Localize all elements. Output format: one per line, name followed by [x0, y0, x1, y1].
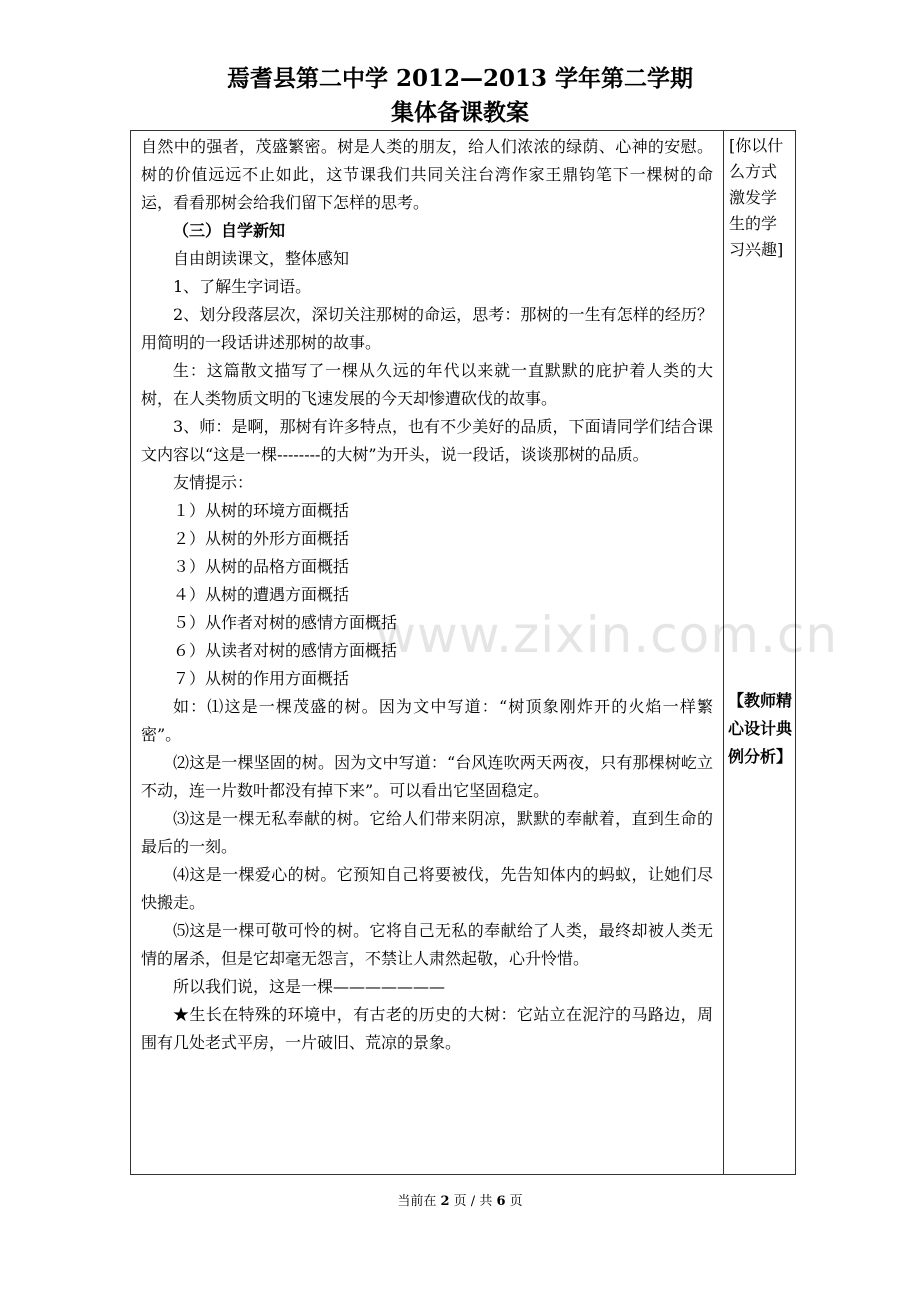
example-item: 如：⑴这是一棵茂盛的树。因为文中写道：“树顶象刚炸开的火焰一样繁密”。 [141, 697, 713, 744]
tip-item: １）从树的环境方面概括 [173, 501, 350, 520]
column-divider [723, 131, 724, 1174]
page-footer [0, 1190, 920, 1209]
tip-item: ７）从树的作用方面概括 [173, 669, 350, 688]
tip-item: ２）从树的外形方面概括 [173, 529, 350, 548]
tip-item: ４）从树的遭遇方面概括 [173, 585, 350, 604]
step-1: 1、了解生字词语。 [173, 277, 312, 296]
tips-title: 友情提示： [173, 473, 254, 492]
star-paragraph: ★生长在特殊的环境中，有古老的历史的大树：它站立在泥泞的马路边，周围有几处老式平房，一片破旧、荒凉的景象。 [141, 1005, 713, 1052]
step-3: 3、师：是啊，那树有许多特点，也有不少美好的品质，下面请同学们结合课文内容以“这是一棵--------的大树”为开头，说一段话，谈谈那树的品质。 [141, 417, 713, 464]
example-item: ⑷这是一棵爱心的树。它预知自己将要被伐，先告知体内的蚂蚁，让她们尽快搬走。 [141, 865, 713, 912]
example-item: ⑵这是一棵坚固的树。因为文中写道：“台风连吹两天两夜，只有那棵树屹立不动，连一片数叶都没有掉下来”。可以看出它坚固稳定。 [141, 753, 713, 800]
tip-item: ６）从读者对树的感情方面概括 [173, 641, 398, 660]
tip-item: ５）从作者对树的感情方面概括 [173, 613, 398, 632]
document-subtitle: 集体备课教案 [391, 99, 529, 126]
document-title: 焉耆县第二中学 2012—2013 学年第二学期 [226, 65, 694, 92]
total-pages: 6 [496, 1194, 506, 1209]
footer-middle: 页 / 共 [453, 1194, 493, 1209]
reading-instruction: 自由朗读课文，整体感知 [173, 249, 350, 268]
example-item: ⑸这是一棵可敬可怜的树。它将自己无私的奉献给了人类，最终却被人类无情的屠杀，但是它却毫无怨言，不禁让人肃然起敬，心升怜惜。 [141, 921, 713, 968]
step-2: 2、划分段落层次，深切关注那树的命运，思考：那树的一生有怎样的经历？用简明的一段话讲述那树的故事。 [141, 305, 713, 352]
current-page: 2 [440, 1194, 450, 1209]
example-item: ⑶这是一棵无私奉献的树。它给人们带来阴凉，默默的奉献着，直到生命的最后的一刻。 [141, 809, 713, 856]
lesson-table [130, 130, 796, 1175]
footer-prefix: 当前在 [397, 1194, 437, 1209]
conclusion-line: 所以我们说，这是一棵——————— [173, 977, 446, 996]
student-answer: 生：这篇散文描写了一棵从久远的年代以来就一直默默的庇护着人类的大树，在人类物质文明的飞速发展的今天却惨遭砍伐的故事。 [141, 361, 713, 408]
side-note-analysis: 【教师精心设计典例分析】 [727, 691, 792, 766]
section-heading: （三）自学新知 [173, 221, 286, 240]
footer-suffix: 页 [509, 1194, 523, 1209]
tip-item: ３）从树的品格方面概括 [173, 557, 350, 576]
side-note-interest: [你以什么方式激发学生的学习兴趣] [729, 136, 784, 259]
lesson-content [141, 133, 713, 1057]
intro-paragraph: 自然中的强者，茂盛繁密。树是人类的朋友，给人们浓浓的绿荫、心神的安慰。树的价值远远不止如此，这节课我们共同关注台湾作家王鼎钧笔下一棵树的命运，看看那树会给我们留下怎样的思考。 [141, 137, 713, 212]
watermark: www.zixin.com.cn [375, 606, 839, 664]
